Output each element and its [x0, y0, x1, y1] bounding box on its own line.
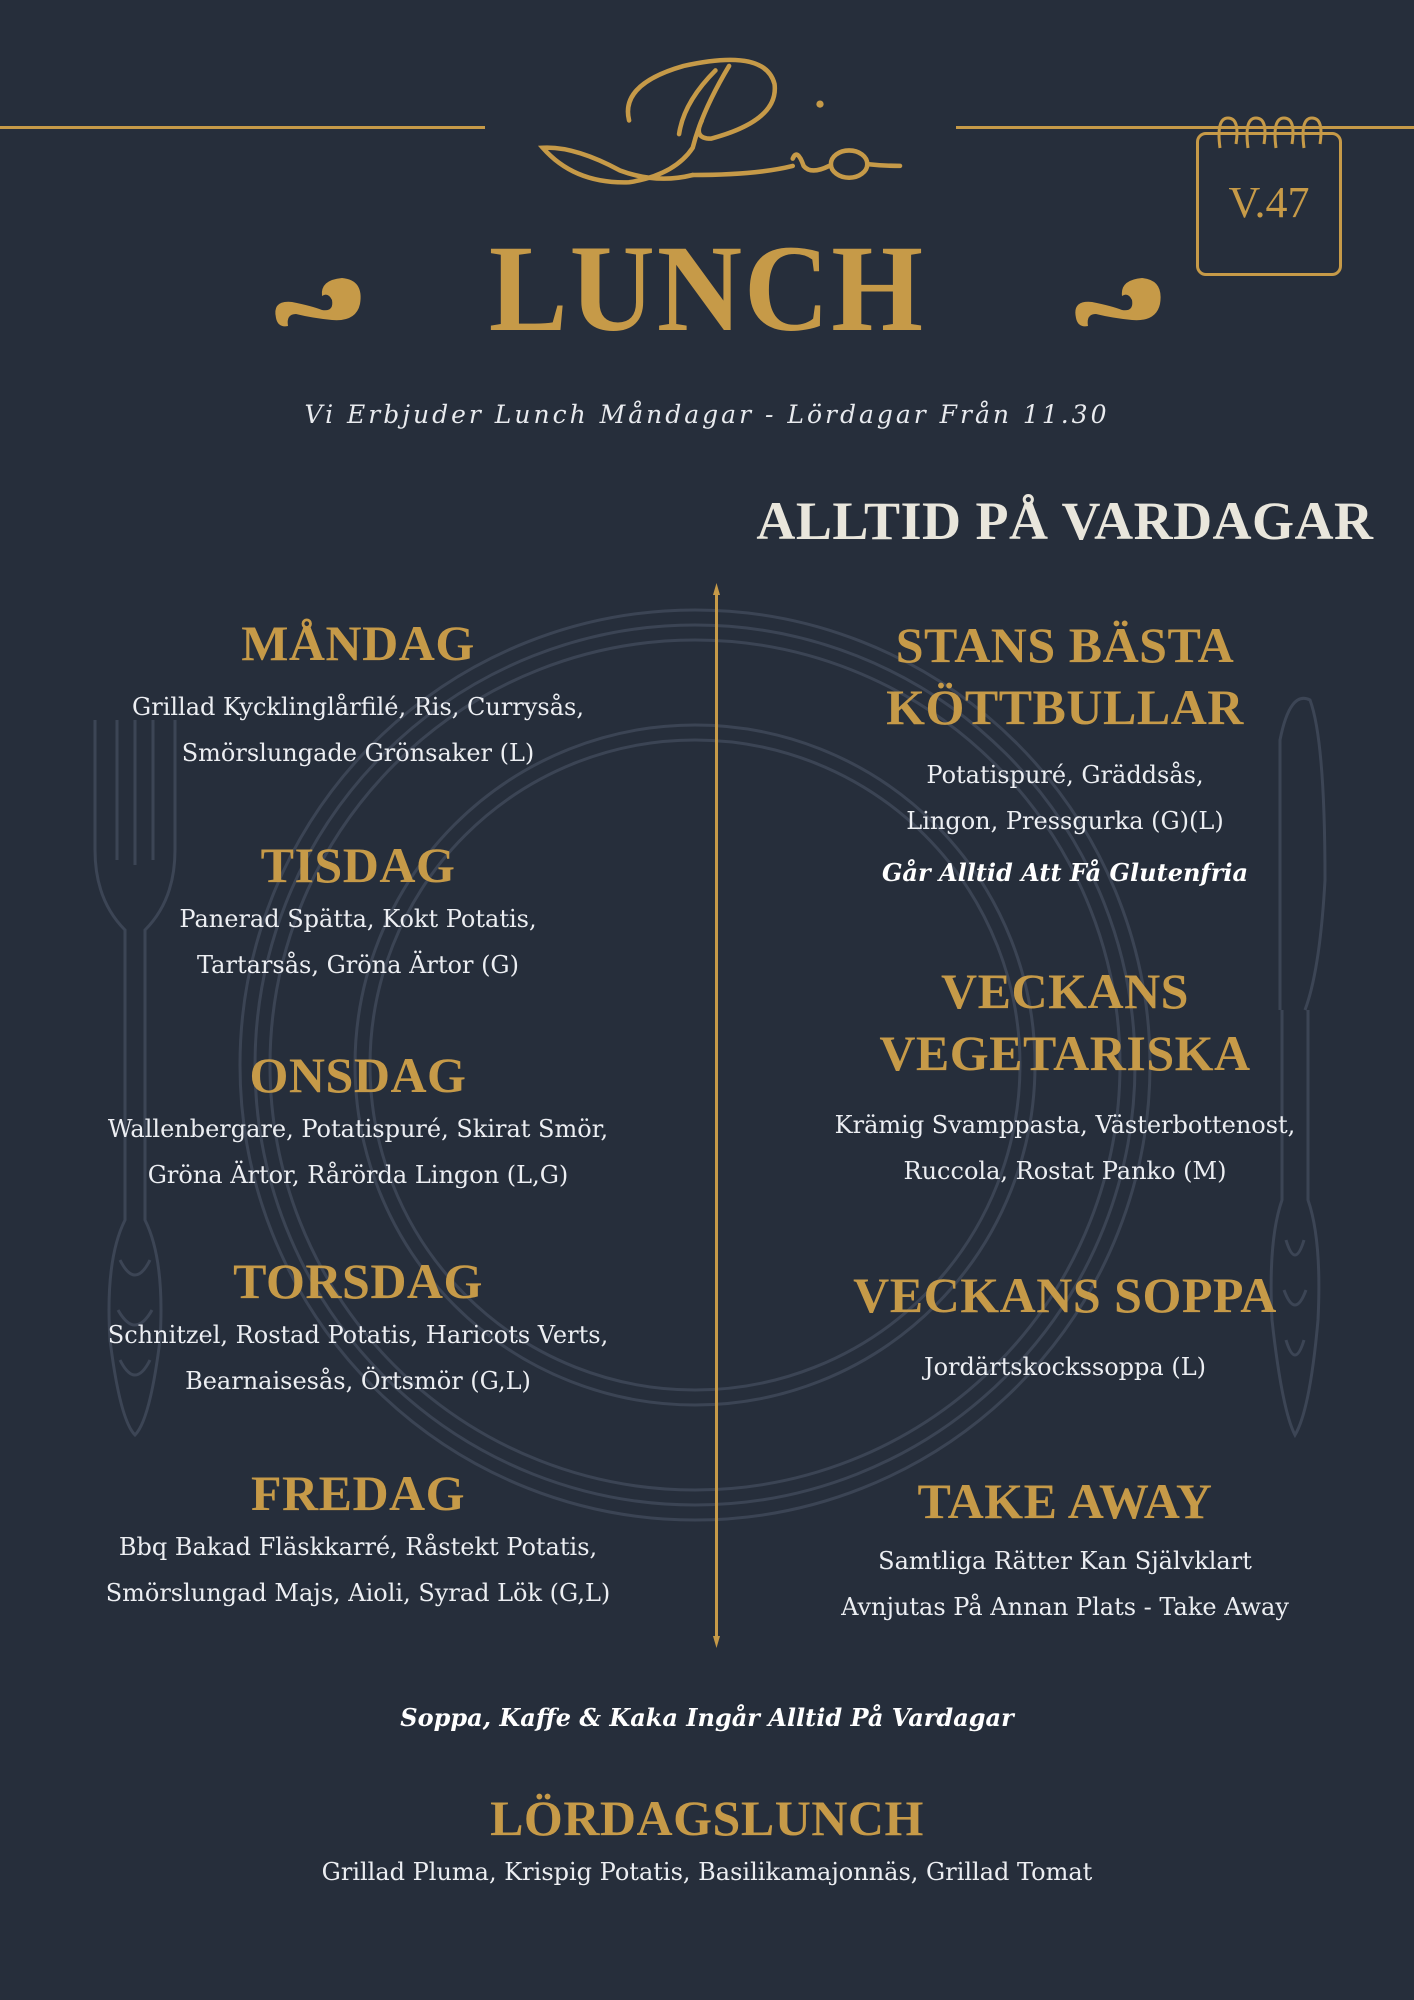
dish-line: Smörslungad Majs, Aioli, Syrad Lök (G,L) [105, 1579, 611, 1607]
dish-line: Grillad Kycklinglårfilé, Ris, Currysås, [132, 693, 584, 721]
saturday-lunch-section [0, 1787, 1414, 1895]
dish-line: Wallenbergare, Potatispuré, Skirat Smör, [107, 1115, 609, 1143]
header-rule-left [0, 126, 485, 129]
section-title: TAKE AWAY [917, 1473, 1213, 1529]
opening-hours-tagline: Vi Erbjuder Lunch Måndagar - Lördagar Från 11.30 [304, 400, 1110, 429]
dish-line: Jordärtskockssoppa (L) [923, 1353, 1207, 1381]
swash-ornament-right-icon [1072, 270, 1167, 330]
gluten-free-note: Går Alltid Att Få Glutenfria [881, 858, 1249, 887]
divider-bottom-tip-icon [711, 1636, 722, 1648]
dish-line: Lingon, Pressgurka (G)(L) [906, 807, 1224, 835]
weekday-tuesday [0, 834, 716, 988]
day-title: ONSDAG [249, 1047, 467, 1103]
dish-line: Krämig Svamppasta, Västerbottenost, [834, 1111, 1296, 1139]
saturday-dish: Grillad Pluma, Krispig Potatis, Basilikamajonnäs, Grillad Tomat [321, 1858, 1093, 1886]
day-title: TISDAG [260, 837, 456, 893]
dish-line: Panerad Spätta, Kokt Potatis, [179, 905, 537, 933]
dish-line: Smörslungade Grönsaker (L) [181, 739, 535, 767]
section-title: VEGETARISKA [879, 1025, 1251, 1081]
lunch-title: LUNCH [488, 219, 926, 358]
dish-line: Schnitzel, Rostad Potatis, Haricots Verts, [107, 1321, 609, 1349]
dish-line: Gröna Ärtor, Rårörda Lingon (L,G) [147, 1161, 569, 1189]
soup-section [716, 1264, 1414, 1390]
day-title: FREDAG [250, 1465, 466, 1521]
section-title: STANS BÄSTA [895, 617, 1235, 673]
weekday-wednesday [0, 1044, 716, 1198]
header-rule-right [956, 126, 1414, 129]
section-title: VECKANS SOPPA [853, 1267, 1277, 1323]
weekday-friday [0, 1462, 716, 1616]
included-extras-note: Soppa, Kaffe & Kaka Ingår Alltid På Vardagar [400, 1703, 1014, 1732]
dish-line: Ruccola, Rostat Panko (M) [903, 1157, 1227, 1185]
section-title: KÖTTBULLAR [886, 679, 1244, 735]
take-away-section [716, 1470, 1414, 1630]
divider-top-tip-icon [711, 583, 722, 595]
dish-line: Samtliga Rätter Kan Självklart [878, 1547, 1252, 1575]
dish-line: Bbq Bakad Fläskkarré, Råstekt Potatis, [118, 1533, 598, 1561]
always-weekdays-heading: ALLTID PÅ VARDAGAR [756, 491, 1374, 551]
dish-line: Tartarsås, Gröna Ärtor (G) [197, 951, 519, 979]
dish-line: Bearnaisesås, Örtsmör (G,L) [185, 1367, 531, 1395]
day-title: MÅNDAG [241, 615, 475, 671]
weekday-monday [0, 612, 716, 776]
saturday-title: LÖRDAGSLUNCH [490, 1790, 924, 1846]
dish-line: Avnjutas På Annan Plats - Take Away [841, 1593, 1289, 1621]
day-title: TORSDAG [233, 1253, 483, 1309]
section-title: VECKANS [941, 963, 1189, 1019]
week-number: V.47 [1228, 178, 1310, 227]
dish-line: Potatispuré, Gräddsås, [926, 761, 1204, 789]
meatballs-section [716, 614, 1414, 887]
vegetarian-section [716, 960, 1414, 1194]
weekday-thursday [0, 1250, 716, 1404]
pio-logo [520, 40, 920, 210]
